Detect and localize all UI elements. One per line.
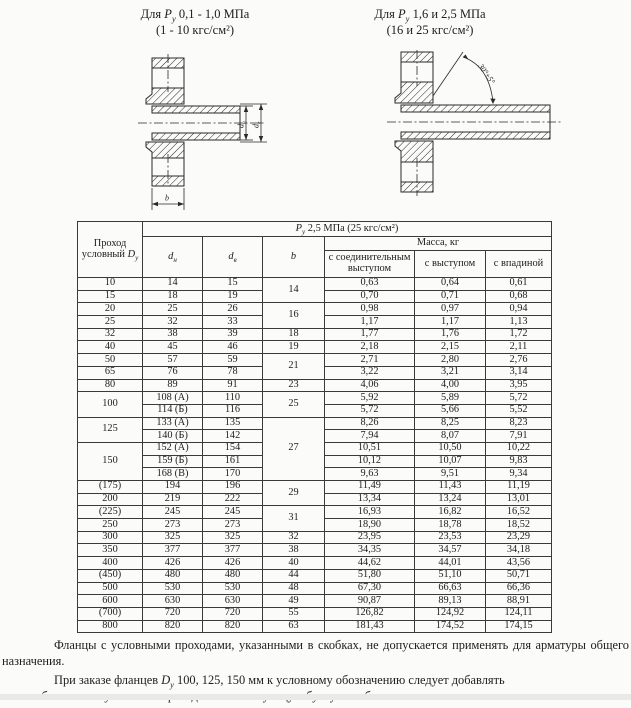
header-row-mass: [78, 237, 552, 251]
table-cell: 300: [78, 531, 143, 544]
table-cell: 1,72: [486, 328, 552, 341]
table-cell: 426: [203, 557, 263, 570]
figure-title-line2: (16 и 25 кгс/см²): [386, 23, 474, 38]
table-cell: 0,70: [325, 290, 415, 303]
table-row: [78, 607, 552, 620]
table-cell: 325: [203, 531, 263, 544]
table-cell: 50,71: [486, 569, 552, 582]
table-cell: 32: [143, 316, 203, 329]
table-cell: 630: [143, 595, 203, 608]
table-cell: 200: [78, 493, 143, 506]
table-cell: 13,24: [415, 493, 486, 506]
table-cell: 114 (Б): [143, 404, 203, 417]
table-row: [78, 531, 552, 544]
label-b: b: [165, 193, 169, 203]
table-header: [78, 222, 552, 278]
angle-dimension: [433, 52, 497, 104]
table-cell: 377: [143, 544, 203, 557]
table-row: [78, 278, 552, 291]
table-cell: 5,92: [325, 392, 415, 405]
table-cell: 0,63: [325, 278, 415, 291]
table-cell: 49: [263, 595, 325, 608]
table-cell: 63: [263, 620, 325, 633]
table-cell: 8,25: [415, 417, 486, 430]
table-cell: 66,63: [415, 582, 486, 595]
table-cell: 222: [203, 493, 263, 506]
table-cell: 21: [263, 354, 325, 379]
label-weld-angle: 30°±5°: [476, 61, 497, 86]
table-cell: 26: [203, 303, 263, 316]
table-cell: 0,94: [486, 303, 552, 316]
table-cell: 4,00: [415, 379, 486, 392]
table-cell: (175): [78, 481, 143, 494]
table-cell: 5,89: [415, 392, 486, 405]
table-cell: 25: [143, 303, 203, 316]
table-row: [78, 557, 552, 570]
table-cell: 3,14: [486, 366, 552, 379]
table-cell: 2,80: [415, 354, 486, 367]
table-cell: 20: [78, 303, 143, 316]
table-cell: 32: [263, 531, 325, 544]
table-cell: 0,71: [415, 290, 486, 303]
table-cell: 44,62: [325, 557, 415, 570]
table-cell: 0,64: [415, 278, 486, 291]
table-cell: 400: [78, 557, 143, 570]
table-cell: 90,87: [325, 595, 415, 608]
table-cell: 152 (А): [143, 442, 203, 455]
table-cell: 44: [263, 569, 325, 582]
table-cell: 10,07: [415, 455, 486, 468]
figure-title-high-pressure: [340, 6, 520, 39]
table-cell: 33: [203, 316, 263, 329]
table-row: [78, 569, 552, 582]
table-cell: 18,52: [486, 519, 552, 532]
table-cell: 88,91: [486, 595, 552, 608]
table-row: [78, 341, 552, 354]
table-cell: 108 (А): [143, 392, 203, 405]
header-pressure: $P_у$ 2,5 МПа (25 кгс/см²): [143, 222, 552, 237]
table-cell: 40: [78, 341, 143, 354]
table-row: [78, 582, 552, 595]
table-cell: 174,52: [415, 620, 486, 633]
table-cell: 39: [203, 328, 263, 341]
table-cell: 32: [78, 328, 143, 341]
table-cell: 45: [143, 341, 203, 354]
table-cell: 2,18: [325, 341, 415, 354]
table-cell: 11,49: [325, 481, 415, 494]
table-cell: 18,90: [325, 519, 415, 532]
header-mass-recessed-face: с впадиной: [486, 251, 552, 278]
figure-title-line1: Для $P_у$ 0,1 - 1,0 МПа: [140, 7, 250, 24]
table-cell: 161: [203, 455, 263, 468]
flange-drawing-low-pressure: [112, 52, 282, 217]
header-b: b: [263, 237, 325, 278]
table-cell: 51,10: [415, 569, 486, 582]
table-cell: 16,82: [415, 506, 486, 519]
table-cell: 9,34: [486, 468, 552, 481]
table-cell: 426: [143, 557, 203, 570]
table-cell: 9,51: [415, 468, 486, 481]
table-cell: 126,82: [325, 607, 415, 620]
table-cell: 325: [143, 531, 203, 544]
table-row: [78, 392, 552, 405]
table-row: [78, 544, 552, 557]
table-cell: 16: [263, 303, 325, 328]
dimension-b: [152, 188, 184, 210]
flange-dimensions-table: [77, 221, 552, 633]
table-cell: 3,95: [486, 379, 552, 392]
table-cell: 15: [203, 278, 263, 291]
table-cell: 89: [143, 379, 203, 392]
table-cell: (700): [78, 607, 143, 620]
table-cell: 57: [143, 354, 203, 367]
table-cell: 0,68: [486, 290, 552, 303]
table-cell: 8,26: [325, 417, 415, 430]
figure-title-line2: (1 - 10 кгс/см²): [155, 23, 235, 38]
table-cell: 40: [263, 557, 325, 570]
table-cell: 80: [78, 379, 143, 392]
table-row: [78, 506, 552, 519]
table-cell: 13,01: [486, 493, 552, 506]
table-cell: 51,80: [325, 569, 415, 582]
table-cell: 55: [263, 607, 325, 620]
table-cell: 10: [78, 278, 143, 291]
table-cell: 245: [203, 506, 263, 519]
flange-drawing-high-pressure: [375, 50, 565, 205]
table-cell: 100: [78, 392, 143, 417]
table-cell: 8,23: [486, 417, 552, 430]
table-cell: 273: [203, 519, 263, 532]
table-cell: 19: [203, 290, 263, 303]
table-cell: 76: [143, 366, 203, 379]
table-cell: 5,52: [486, 404, 552, 417]
table-row: [78, 595, 552, 608]
table-cell: 2,15: [415, 341, 486, 354]
table-cell: 168 (В): [143, 468, 203, 481]
table-cell: 50: [78, 354, 143, 367]
table-cell: 0,97: [415, 303, 486, 316]
table-cell: 59: [203, 354, 263, 367]
table-cell: 174,15: [486, 620, 552, 633]
table-cell: 170: [203, 468, 263, 481]
table-cell: 65: [78, 366, 143, 379]
table-cell: 125: [78, 417, 143, 442]
figure-title-low-pressure: [105, 6, 285, 39]
table-cell: 91: [203, 379, 263, 392]
table-cell: 124,11: [486, 607, 552, 620]
table-cell: 34,57: [415, 544, 486, 557]
table-cell: 7,94: [325, 430, 415, 443]
table-cell: 14: [143, 278, 203, 291]
table-cell: 250: [78, 519, 143, 532]
table-cell: 1,77: [325, 328, 415, 341]
table-cell: 11,19: [486, 481, 552, 494]
table-cell: 800: [78, 620, 143, 633]
table-cell: 245: [143, 506, 203, 519]
table-cell: 23,29: [486, 531, 552, 544]
table-row: [78, 303, 552, 316]
table-cell: 18: [143, 290, 203, 303]
table-cell: 25: [78, 316, 143, 329]
table-cell: 124,92: [415, 607, 486, 620]
table-row: [78, 620, 552, 633]
table-cell: 135: [203, 417, 263, 430]
table-cell: 181,43: [325, 620, 415, 633]
table-cell: 67,30: [325, 582, 415, 595]
label-d-outer: $d_н$: [236, 121, 248, 128]
table-cell: 110: [203, 392, 263, 405]
table-cell: 350: [78, 544, 143, 557]
table-cell: 15: [78, 290, 143, 303]
table-cell: 13,34: [325, 493, 415, 506]
table-cell: 2,76: [486, 354, 552, 367]
table-cell: 8,07: [415, 430, 486, 443]
table-cell: 0,98: [325, 303, 415, 316]
table-cell: 31: [263, 506, 325, 531]
table-cell: 480: [203, 569, 263, 582]
header-row-pressure: [78, 222, 552, 237]
table-cell: 1,76: [415, 328, 486, 341]
table-cell: 23,95: [325, 531, 415, 544]
table-cell: 34,35: [325, 544, 415, 557]
table-cell: 10,50: [415, 442, 486, 455]
table-cell: 530: [143, 582, 203, 595]
table-cell: (450): [78, 569, 143, 582]
header-mass-connecting-face: с соединительным выступом: [325, 251, 415, 278]
table-cell: 48: [263, 582, 325, 595]
table-cell: 154: [203, 442, 263, 455]
table-cell: 116: [203, 404, 263, 417]
table-cell: 29: [263, 481, 325, 506]
table-cell: 600: [78, 595, 143, 608]
table-row: [78, 481, 552, 494]
table-cell: 159 (Б): [143, 455, 203, 468]
table-cell: 46: [203, 341, 263, 354]
header-mass-raised-face: с выступом: [415, 251, 486, 278]
table-cell: 377: [203, 544, 263, 557]
table-cell: 4,06: [325, 379, 415, 392]
note-general-purpose: Фланцы с условными проходами, указанными в скобках, не допускается применять для арматуры общего назначения.: [2, 638, 629, 669]
table-cell: 820: [143, 620, 203, 633]
table-cell: 720: [203, 607, 263, 620]
table-cell: 18: [263, 328, 325, 341]
figure-title-line1: Для $P_у$ 1,6 и 2,5 МПа: [374, 7, 486, 24]
table-cell: 10,51: [325, 442, 415, 455]
centerlines: [138, 54, 264, 184]
table-cell: 14: [263, 278, 325, 303]
table-cell: 0,61: [486, 278, 552, 291]
table-cell: 11,43: [415, 481, 486, 494]
table-cell: 5,66: [415, 404, 486, 417]
table-cell: 1,13: [486, 316, 552, 329]
table-cell: 10,12: [325, 455, 415, 468]
table-cell: 1,17: [415, 316, 486, 329]
table-cell: 89,13: [415, 595, 486, 608]
table-cell: 27: [263, 417, 325, 480]
table-cell: 194: [143, 481, 203, 494]
table-cell: 1,17: [325, 316, 415, 329]
table-cell: 500: [78, 582, 143, 595]
centerlines: [387, 50, 563, 196]
table-row: [78, 417, 552, 430]
table-cell: 78: [203, 366, 263, 379]
flange-table-body: [78, 278, 552, 633]
table-cell: 43,56: [486, 557, 552, 570]
table-cell: 219: [143, 493, 203, 506]
table-cell: 3,22: [325, 366, 415, 379]
table-cell: 34,18: [486, 544, 552, 557]
table-cell: 150: [78, 442, 143, 480]
scan-edge-shadow: [0, 694, 631, 700]
table-cell: 9,83: [486, 455, 552, 468]
table-row: [78, 328, 552, 341]
table-cell: 25: [263, 392, 325, 417]
table-cell: 10,22: [486, 442, 552, 455]
table-cell: 3,21: [415, 366, 486, 379]
table-cell: 196: [203, 481, 263, 494]
table-cell: 142: [203, 430, 263, 443]
table-cell: 16,93: [325, 506, 415, 519]
table-cell: 9,63: [325, 468, 415, 481]
table-row: [78, 379, 552, 392]
table-row: [78, 354, 552, 367]
table-cell: 480: [143, 569, 203, 582]
table-cell: 630: [203, 595, 263, 608]
table-cell: 720: [143, 607, 203, 620]
table-cell: 820: [203, 620, 263, 633]
header-d-outer: $d_н$: [143, 237, 203, 278]
header-mass: Масса, кг: [325, 237, 552, 251]
table-cell: 2,71: [325, 354, 415, 367]
table-cell: 2,11: [486, 341, 552, 354]
table-cell: (225): [78, 506, 143, 519]
table-cell: 530: [203, 582, 263, 595]
table-cell: 19: [263, 341, 325, 354]
header-d-bore: $d_в$: [203, 237, 263, 278]
note-ordering: При заказе фланцев $D_у$ 100, 125, 150 мм к условному обозначению следует добавлять: [54, 673, 505, 690]
table-cell: 16,52: [486, 506, 552, 519]
table-cell: 273: [143, 519, 203, 532]
table-cell: 18,78: [415, 519, 486, 532]
table-cell: 23,53: [415, 531, 486, 544]
table-cell: 38: [143, 328, 203, 341]
table-cell: 133 (А): [143, 417, 203, 430]
header-nominal-bore: Проход условный $D_у$: [78, 222, 143, 278]
table-cell: 5,72: [486, 392, 552, 405]
table-cell: 140 (Б): [143, 430, 203, 443]
table-cell: 5,72: [325, 404, 415, 417]
table-cell: 44,01: [415, 557, 486, 570]
table-cell: 38: [263, 544, 325, 557]
flange-cross-section: [146, 58, 240, 186]
table-cell: 7,91: [486, 430, 552, 443]
table-cell: 23: [263, 379, 325, 392]
label-d-bore: $d_в$: [251, 121, 263, 128]
table-cell: 66,36: [486, 582, 552, 595]
